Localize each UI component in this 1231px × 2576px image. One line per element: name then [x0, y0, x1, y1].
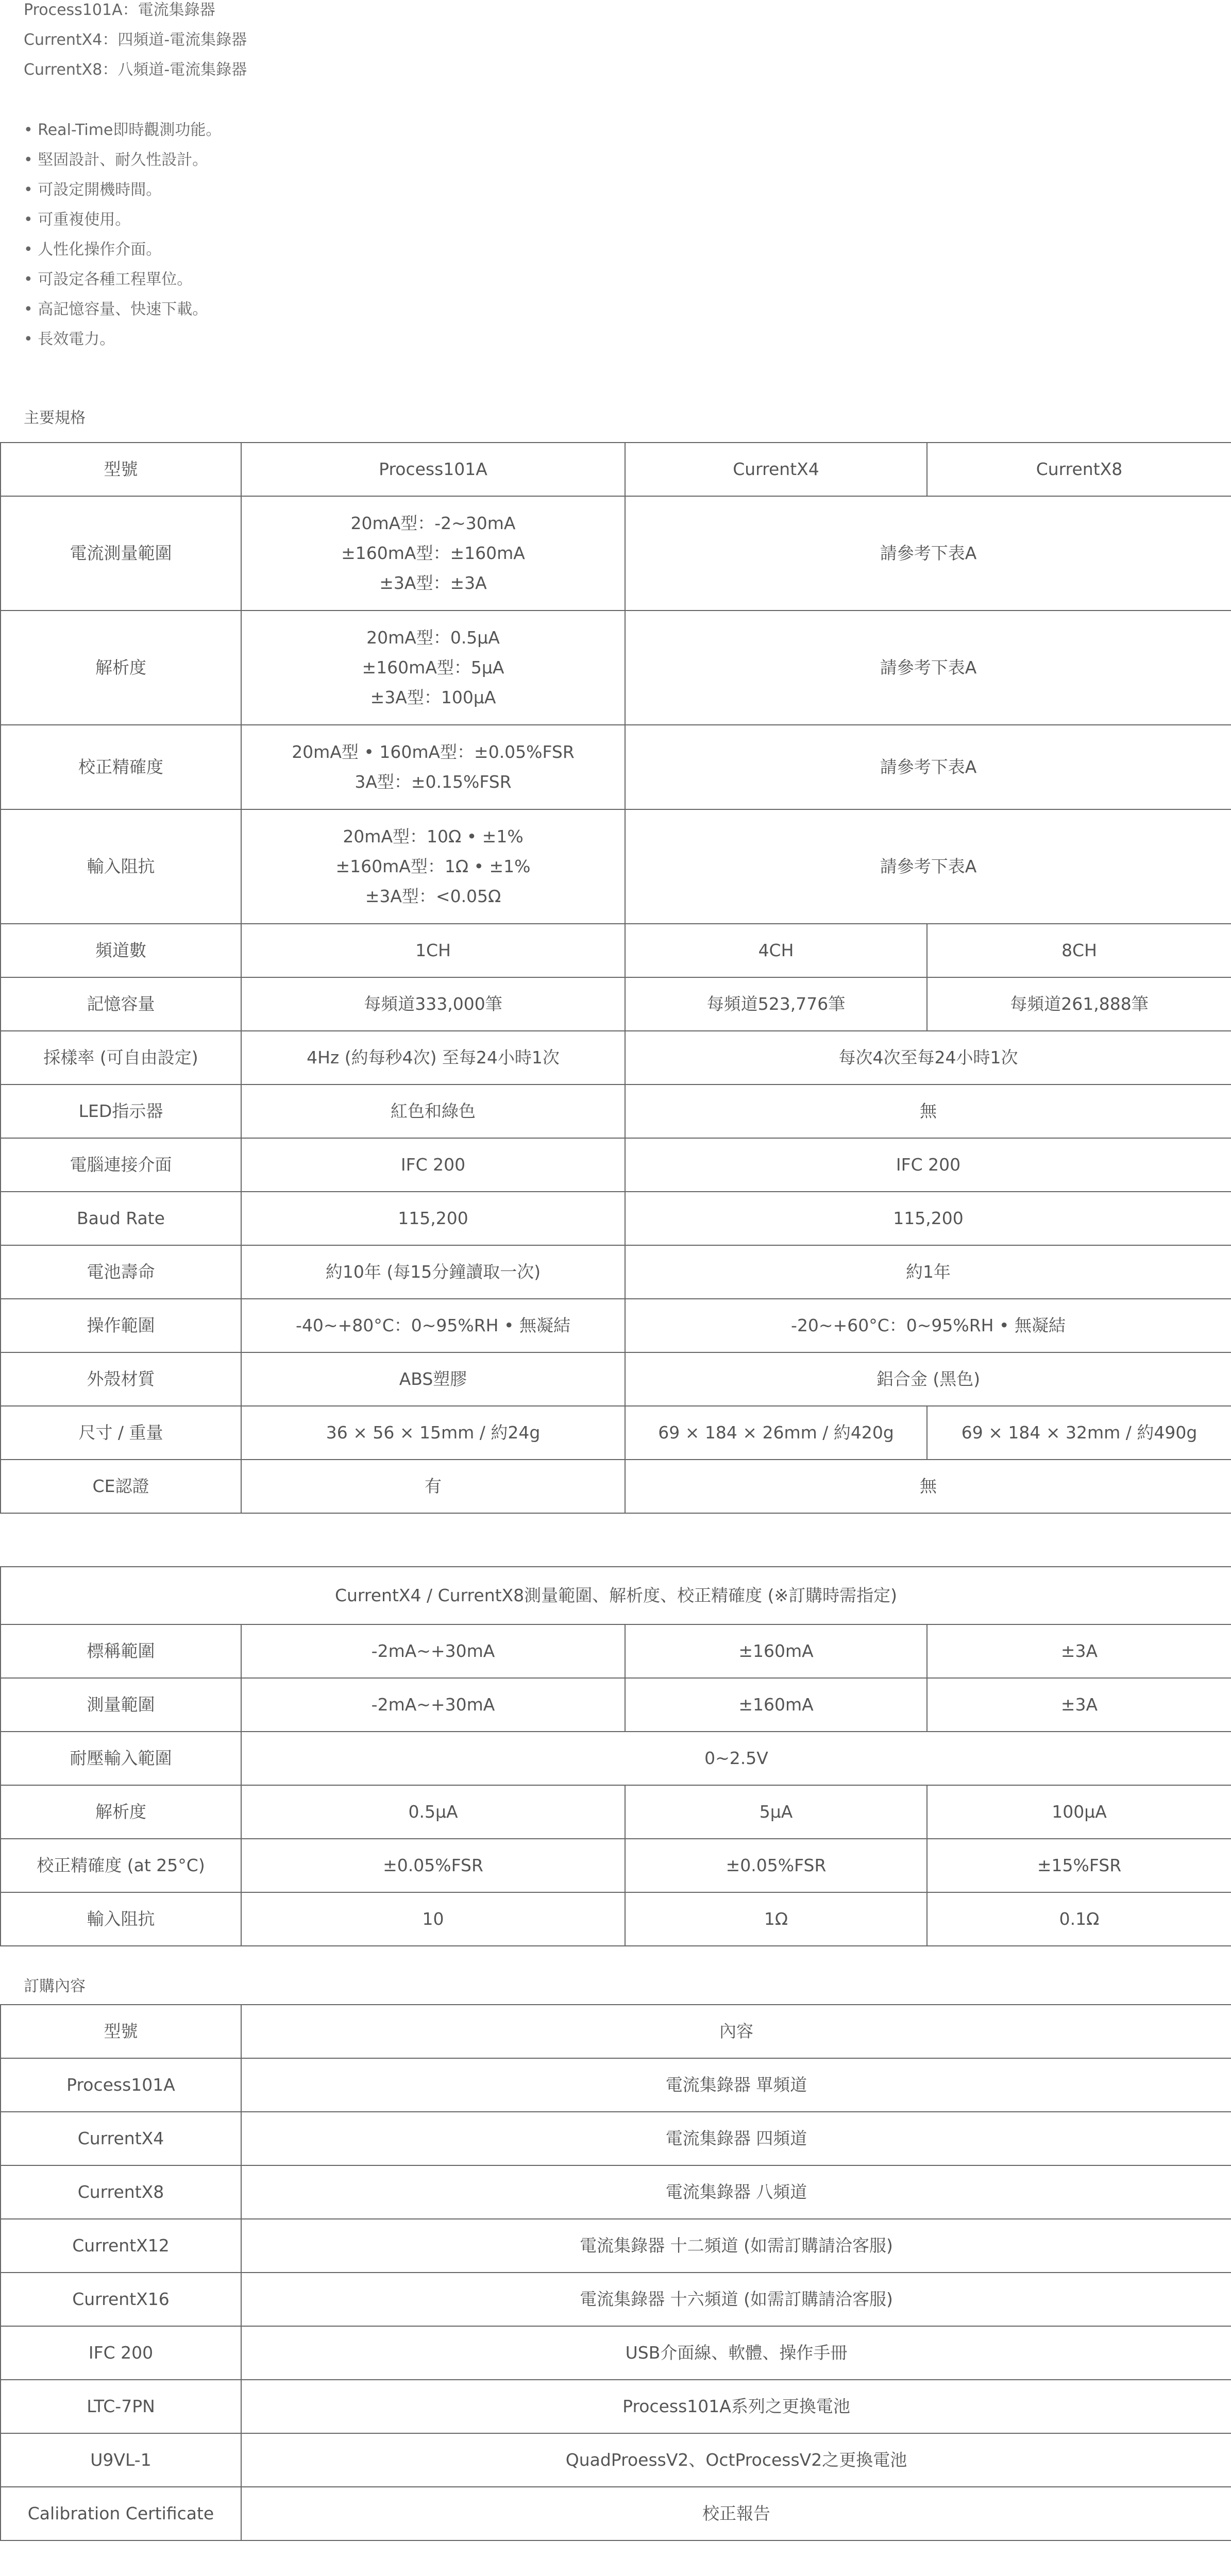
table-a-cell: 5μA [625, 1785, 927, 1839]
table-a [0, 1566, 1231, 1946]
spec-cell-line: 20mA型 • 160mA型：±0.05%FSR [292, 742, 575, 762]
table-a-row-label: 耐壓輸入範圍 [1, 1732, 241, 1785]
order-content: 電流集錄器 單頻道 [241, 2058, 1231, 2112]
order-model: Calibration Certificate [1, 2487, 241, 2540]
order-content: USB介面線、軟體、操作手冊 [241, 2326, 1231, 2380]
order-row [1, 2112, 1231, 2165]
order-content: Process101A系列之更換電池 [241, 2380, 1231, 2433]
spec-cell: -40~+80°C：0~95%RH • 無凝結 [241, 1299, 625, 1352]
order-content: 電流集錄器 八頻道 [241, 2165, 1231, 2219]
spec-cell: 115,200 [241, 1192, 625, 1245]
spec-cell: 紅色和綠色 [241, 1084, 625, 1138]
spec-row [1, 1352, 1231, 1406]
spec-row [1, 1192, 1231, 1245]
order-model: IFC 200 [1, 2326, 241, 2380]
spec-row-label: 尺寸 / 重量 [1, 1406, 241, 1460]
spec-header-row [1, 443, 1231, 496]
order-model: CurrentX16 [1, 2273, 241, 2326]
spec-row-label: 記憶容量 [1, 977, 241, 1031]
order-model: CurrentX4 [1, 2112, 241, 2165]
spec-row-label: CE認證 [1, 1460, 241, 1513]
spec-cell-ref-a: 請參考下表A [625, 725, 1231, 809]
table-a-cell: 1Ω [625, 1892, 927, 1946]
table-a-row [1, 1892, 1231, 1946]
order-model: LTC-7PN [1, 2380, 241, 2433]
spec-cell: 約1年 [625, 1245, 1231, 1299]
spec-row [1, 809, 1231, 924]
table-a-row [1, 1624, 1231, 1678]
order-row [1, 2273, 1231, 2326]
order-content: 電流集錄器 十二頻道 (如需訂購請洽客服) [241, 2219, 1231, 2273]
spec-row [1, 725, 1231, 809]
table-a-row [1, 1678, 1231, 1732]
spec-cell-line: ±3A型：<0.05Ω [365, 886, 501, 906]
spec-cell: 每頻道261,888筆 [927, 977, 1231, 1031]
spec-row [1, 1084, 1231, 1138]
spec-row [1, 496, 1231, 611]
table-a-row-label: 校正精確度 (at 25°C) [1, 1839, 241, 1892]
table-a-row-label: 輸入阻抗 [1, 1892, 241, 1946]
order-content: 電流集錄器 十六頻道 (如需訂購請洽客服) [241, 2273, 1231, 2326]
feature-item: • 長效電力。 [24, 330, 115, 348]
spec-row-label: LED指示器 [1, 1084, 241, 1138]
order-row [1, 2219, 1231, 2273]
spec-cell-line: 20mA型：0.5μA [366, 628, 500, 648]
table-a-cell: ±3A [927, 1624, 1231, 1678]
spec-table [0, 442, 1231, 1514]
spec-row-label: 操作範圍 [1, 1299, 241, 1352]
spec-cell: 約10年 (每15分鐘讀取一次) [241, 1245, 625, 1299]
spec-cell [241, 809, 625, 924]
table-a-row [1, 1785, 1231, 1839]
spec-cell [241, 725, 625, 809]
order-header-cell: 型號 [1, 2005, 241, 2058]
spec-row [1, 977, 1231, 1031]
spec-row-label: 外殼材質 [1, 1352, 241, 1406]
spec-row-label: 採樣率 (可自由設定) [1, 1031, 241, 1084]
order-model: U9VL-1 [1, 2433, 241, 2487]
spec-row-label: 電池壽命 [1, 1245, 241, 1299]
spec-row-label: Baud Rate [1, 1192, 241, 1245]
spec-header-cell: Process101A [241, 443, 625, 496]
table-a-row [1, 1732, 1231, 1785]
table-a-title: CurrentX4 / CurrentX8測量範圍、解析度、校正精確度 (※訂購時需指定) [1, 1567, 1231, 1624]
feature-item: • 人性化操作介面。 [24, 241, 162, 259]
spec-header-cell: 型號 [1, 443, 241, 496]
table-a-row-label: 測量範圍 [1, 1678, 241, 1732]
spec-cell-line: ±3A型：100μA [370, 687, 496, 707]
order-row [1, 2433, 1231, 2487]
table-a-cell: ±15%FSR [927, 1839, 1231, 1892]
spec-cell: 69 × 184 × 32mm / 約490g [927, 1406, 1231, 1460]
spec-cell-line: ±160mA型：5μA [362, 657, 504, 677]
spec-cell: -20~+60°C：0~95%RH • 無凝結 [625, 1299, 1231, 1352]
spec-cell [241, 611, 625, 725]
table-a-cell: 100μA [927, 1785, 1231, 1839]
spec-row [1, 924, 1231, 977]
spec-cell-line: ±160mA型：±160mA [341, 543, 525, 563]
order-model: Process101A [1, 2058, 241, 2112]
order-content: 校正報告 [241, 2487, 1231, 2540]
order-section-title: 訂購內容 [24, 1977, 86, 1995]
spec-row [1, 1406, 1231, 1460]
spec-cell-line: 3A型：±0.15%FSR [355, 772, 512, 792]
spec-cell: 1CH [241, 924, 625, 977]
table-a-cell: ±3A [927, 1678, 1231, 1732]
spec-cell-line: ±3A型：±3A [379, 573, 487, 593]
order-model: CurrentX12 [1, 2219, 241, 2273]
spec-cell: IFC 200 [241, 1138, 625, 1192]
spec-row-label: 解析度 [1, 611, 241, 725]
spec-cell: 每次4次至每24小時1次 [625, 1031, 1231, 1084]
spec-cell-line: 20mA型：10Ω • ±1% [343, 826, 524, 846]
table-a-cell: ±160mA [625, 1678, 927, 1732]
spec-cell-line: ±160mA型：1Ω • ±1% [335, 856, 531, 876]
spec-cell: 鋁合金 (黑色) [625, 1352, 1231, 1406]
table-a-row-label: 標稱範圍 [1, 1624, 241, 1678]
spec-row [1, 1245, 1231, 1299]
spec-cell-ref-a: 請參考下表A [625, 611, 1231, 725]
spec-row [1, 1460, 1231, 1513]
intro-model-line: CurrentX8：八頻道-電流集錄器 [24, 61, 247, 79]
spec-cell: 4CH [625, 924, 927, 977]
spec-cell: IFC 200 [625, 1138, 1231, 1192]
spec-row-label: 校正精確度 [1, 725, 241, 809]
spec-cell: 36 × 56 × 15mm / 約24g [241, 1406, 625, 1460]
spec-cell-ref-a: 請參考下表A [625, 809, 1231, 924]
table-a-row-label: 解析度 [1, 1785, 241, 1839]
spec-section-title: 主要規格 [24, 409, 86, 427]
order-model: CurrentX8 [1, 2165, 241, 2219]
spec-cell: 無 [625, 1460, 1231, 1513]
spec-cell: 有 [241, 1460, 625, 1513]
spec-row-label: 電流測量範圍 [1, 496, 241, 611]
order-row [1, 2487, 1231, 2540]
order-table [0, 2004, 1231, 2541]
spec-header-cell: CurrentX8 [927, 443, 1231, 496]
spec-cell: 每頻道333,000筆 [241, 977, 625, 1031]
feature-item: • 高記憶容量、快速下載。 [24, 300, 208, 318]
table-a-cell: 0~2.5V [241, 1732, 1231, 1785]
table-a-cell: ±160mA [625, 1624, 927, 1678]
order-content: 電流集錄器 四頻道 [241, 2112, 1231, 2165]
table-a-cell: ±0.05%FSR [241, 1839, 625, 1892]
spec-cell-ref-a: 請參考下表A [625, 496, 1231, 611]
table-a-row [1, 1839, 1231, 1892]
spec-cell: 無 [625, 1084, 1231, 1138]
order-row [1, 2326, 1231, 2380]
order-content: QuadProessV2、OctProcessV2之更換電池 [241, 2433, 1231, 2487]
table-a-title-row [1, 1567, 1231, 1624]
order-header-cell: 內容 [241, 2005, 1231, 2058]
order-row [1, 2058, 1231, 2112]
spec-cell: ABS塑膠 [241, 1352, 625, 1406]
spec-cell: 115,200 [625, 1192, 1231, 1245]
table-a-cell: ±0.05%FSR [625, 1839, 927, 1892]
spec-row [1, 1138, 1231, 1192]
intro-model-line: Process101A：電流集錄器 [24, 1, 215, 19]
feature-item: • 可重複使用。 [24, 211, 131, 229]
table-a-cell: 0.5μA [241, 1785, 625, 1839]
table-a-cell: -2mA~+30mA [241, 1678, 625, 1732]
spec-cell [241, 496, 625, 611]
spec-row [1, 1299, 1231, 1352]
spec-row [1, 611, 1231, 725]
spec-cell-line: 20mA型：-2~30mA [350, 513, 516, 533]
intro-model-line: CurrentX4：四頻道-電流集錄器 [24, 31, 247, 49]
spec-row-label: 頻道數 [1, 924, 241, 977]
table-a-cell: 0.1Ω [927, 1892, 1231, 1946]
order-header-row [1, 2005, 1231, 2058]
order-row [1, 2165, 1231, 2219]
spec-header-cell: CurrentX4 [625, 443, 927, 496]
feature-item: • 可設定各種工程單位。 [24, 270, 193, 289]
order-row [1, 2380, 1231, 2433]
spec-cell: 8CH [927, 924, 1231, 977]
table-a-cell: 10 [241, 1892, 625, 1946]
table-a-cell: -2mA~+30mA [241, 1624, 625, 1678]
spec-cell: 每頻道523,776筆 [625, 977, 927, 1031]
feature-item: • Real-Time即時觀測功能。 [24, 121, 222, 139]
spec-row-label: 電腦連接介面 [1, 1138, 241, 1192]
feature-item: • 堅固設計、耐久性設計。 [24, 151, 208, 169]
spec-row-label: 輸入阻抗 [1, 809, 241, 924]
spec-row [1, 1031, 1231, 1084]
feature-item: • 可設定開機時間。 [24, 181, 162, 199]
spec-cell: 4Hz (約每秒4次) 至每24小時1次 [241, 1031, 625, 1084]
spec-cell: 69 × 184 × 26mm / 約420g [625, 1406, 927, 1460]
